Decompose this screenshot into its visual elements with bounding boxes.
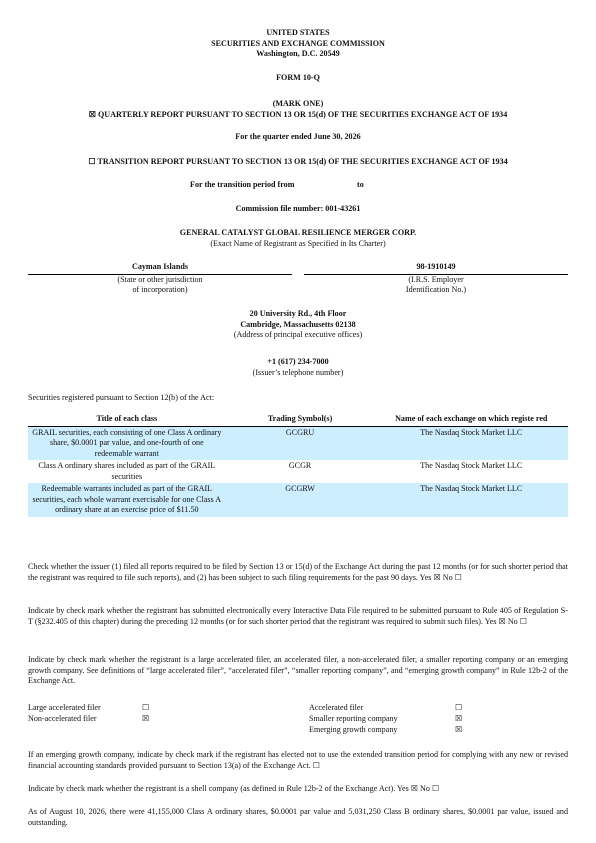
shares-outstanding-paragraph: As of August 10, 2026, there were 41,155,000 Class A ordinary shares, $0.0001 par value and 5,031,250 Class B ordinary shares, $0.0001 par value, issued and outstanding. [28,807,568,827]
exchange-name: The Nasdaq Stock Market LLC [375,483,569,517]
trading-symbol: GCGR [288,461,312,471]
phone-block [28,357,568,378]
table-row [28,426,568,460]
trading-symbol: GCGRW [226,483,375,517]
security-title: Redeemable warrants included as part of the GRAIL securities, each whole warrant exercisable for one Class A ordinary share at an exercise price of $11.50 [28,483,226,517]
interactive-data-paragraph: Indicate by check mark whether the registrant has submitted electronically every Interactive Data File required to be submitted pursuant to Rule 405 of Regulation S-T (§232.405 of this chapter) during the preceding 12 months (or for such shorter period that the registrant was required to submit such files). Yes ☒ No ☐ [28,606,568,626]
phone-caption: (Issuer’s telephone number) [252,367,344,377]
non-accelerated-filer-label: Non-accelerated filer [28,714,97,723]
smaller-reporting-company-checkbox[interactable]: ☒ [455,714,463,723]
jurisdiction-caption-2: of incorporation) [132,285,188,295]
large-accelerated-filer-checkbox[interactable]: ☐ [142,703,150,712]
filer-status-grid [28,703,568,739]
registrant-name: GENERAL CATALYST GLOBAL RESILIENCE MERGER CORP. [179,228,417,237]
registrant-name-caption: (Exact Name of Registrant as Specified in Its Charter) [210,239,386,248]
address-line-1: 20 University Rd., 4th Floor [249,309,347,318]
header-line-1: UNITED STATES [266,28,330,37]
ein-block [304,262,568,296]
form-type: FORM 10-Q [276,73,320,82]
col-exchange: Name of each exchange on which registe red [375,414,569,426]
quarterly-report-line: ☒ QUARTERLY REPORT PURSUANT TO SECTION 13 OR 15(d) OF THE SECURITIES EXCHANGE ACT OF 1934 [88,110,508,119]
large-accelerated-filer-label: Large accelerated filer [28,703,101,712]
securities-intro: Securities registered pursuant to Section 12(b) of the Act: [28,393,215,402]
agency-header [28,28,568,60]
jurisdiction-value: Cayman Islands [131,262,188,271]
col-trading-symbol: Trading Symbol(s) [226,414,375,426]
emerging-growth-election-paragraph: If an emerging growth company, indicate by check mark if the registrant has elected not to use the extended transition period for complying with any new or revised financial accounting standards provided pursuant to Section 13(a) of the Exchange Act. ☐ [28,750,568,770]
table-row [28,460,568,483]
table-row [28,483,568,517]
reports-filed-paragraph: Check whether the issuer (1) filed all reports required to be filed by Section 13 or 15(d) of the Exchange Act during the past 12 months (or for such shorter period that the registrant was required to file such reports), and (2) has been subject to such filing requirements for the past 90 days. Yes ☒ No ☐ [28,562,568,582]
commission-file-number: Commission file number: 001-43261 [235,204,361,213]
quarter-ended: For the quarter ended June 30, 2026 [235,132,361,141]
smaller-reporting-company-label: Smaller reporting company [309,714,398,723]
exchange-name: The Nasdaq Stock Market LLC [375,426,569,460]
ein-caption-2: Identification No.) [405,285,467,295]
filer-definition-paragraph: Indicate by check mark whether the registrant is a large accelerated filer, an accelerated filer, a non-accelerated filer, a smaller reporting company or an emerging growth company. See definitions of “large accelerated filer”, “accelerated filer”, “smaller reporting company”, and “emerging growth company” in Rule 12b-2 of the Exchange Act. [28,655,568,686]
security-title: Class A ordinary shares included as part of the GRAIL securities [38,461,216,481]
header-line-2: SECURITIES AND EXCHANGE COMMISSION [211,38,385,48]
securities-table-header [28,414,568,426]
accelerated-filer-checkbox[interactable]: ☐ [455,703,463,712]
address-block [28,309,568,341]
jurisdiction-ein-row [28,262,568,298]
col-title-of-class: Title of each class [28,414,226,426]
emerging-growth-company-label: Emerging growth company [309,725,398,734]
securities-table [28,414,568,517]
transition-report-line: ☐ TRANSITION REPORT PURSUANT TO SECTION 13 OR 15(d) OF THE SECURITIES EXCHANGE ACT OF 1934 [88,157,508,166]
emerging-growth-company-checkbox[interactable]: ☒ [455,725,463,734]
accelerated-filer-label: Accelerated filer [309,703,364,712]
header-line-3: Washington, D.C. 20549 [256,49,340,59]
trading-symbol: GCGRU [226,426,375,460]
ein-value: 98-1910149 [416,262,456,271]
transition-to-label: to [357,180,364,189]
non-accelerated-filer-checkbox[interactable]: ☒ [142,714,150,723]
exchange-name: The Nasdaq Stock Market LLC [420,461,523,471]
transition-from-label: For the transition period from [190,180,295,189]
security-title: GRAIL securities, each consisting of one Class A ordinary share, $0.0001 par value, and one-fourth of one redeemable warrant [28,426,226,460]
address-line-2: Cambridge, Massachusetts 02138 [240,319,356,329]
shell-company-paragraph: Indicate by check mark whether the registrant is a shell company (as defined in Rule 12b-2 of the Exchange Act). Yes ☒ No ☐ [28,784,440,793]
ein-caption-1: (I.R.S. Employer [408,274,464,284]
jurisdiction-caption-1: (State or other jurisdiction [117,274,203,284]
phone-number: +1 (617) 234-7000 [267,357,329,366]
mark-one: (MARK ONE) [272,99,324,108]
jurisdiction-block [28,262,292,296]
address-caption: (Address of principal executive offices) [233,330,363,340]
